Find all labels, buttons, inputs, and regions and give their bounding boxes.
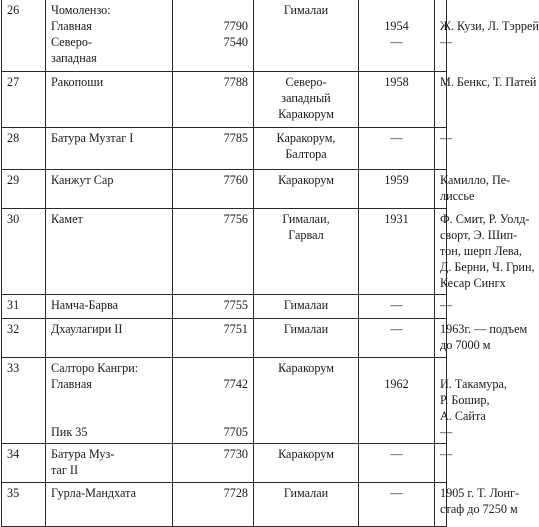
peak-name: Дхаулагири II bbox=[46, 318, 173, 357]
first-ascent-year: — bbox=[359, 318, 435, 357]
peaks-table-body bbox=[2, 0, 539, 526]
peak-region: Каракорум bbox=[254, 169, 359, 208]
peak-region: Гималаи bbox=[254, 318, 359, 357]
table-row bbox=[2, 127, 447, 169]
climbers: — bbox=[435, 443, 447, 482]
peak-number: 35 bbox=[2, 482, 46, 526]
peak-height: 7728 bbox=[173, 482, 254, 526]
first-ascent-year: — bbox=[359, 294, 435, 318]
table-row bbox=[2, 357, 447, 443]
peak-region: Гималаи bbox=[254, 0, 359, 71]
climbers: И. Такамура, Р. Бошир, А. Сайта — bbox=[435, 357, 447, 443]
peak-height: 7742 7705 bbox=[173, 357, 254, 443]
climbers: Камилло, Пе- лиссье bbox=[435, 169, 447, 208]
peak-number: 32 bbox=[2, 318, 46, 357]
climbers: М. Бенкс, Т. Патей bbox=[435, 71, 447, 127]
peak-height: 7790 7540 bbox=[173, 0, 254, 71]
peak-height: 7788 bbox=[173, 71, 254, 127]
peak-region: Каракорум, Балтора bbox=[254, 127, 359, 169]
peak-name: Батура Музтаг I bbox=[46, 127, 173, 169]
peak-region: Каракорум bbox=[254, 443, 359, 482]
peak-number: 33 bbox=[2, 357, 46, 443]
table-row bbox=[2, 0, 447, 71]
climbers: 1963г. — подъем до 7000 м bbox=[435, 318, 447, 357]
peak-region: Гималаи bbox=[254, 294, 359, 318]
table-row bbox=[2, 208, 447, 294]
peak-number: 28 bbox=[2, 127, 46, 169]
table-row bbox=[2, 443, 447, 482]
first-ascent-year: 1959 bbox=[359, 169, 435, 208]
peak-region: Гималаи, Гарвал bbox=[254, 208, 359, 294]
climbers: — bbox=[435, 294, 447, 318]
peak-number: 26 bbox=[2, 0, 46, 71]
peak-height: 7730 bbox=[173, 443, 254, 482]
peak-name: Камет bbox=[46, 208, 173, 294]
climbers: Ж. Кузи, Л. Тэррей — bbox=[435, 0, 447, 71]
first-ascent-year: — bbox=[359, 443, 435, 482]
table-row bbox=[2, 71, 447, 127]
table-row bbox=[2, 482, 447, 526]
peak-height: 7785 bbox=[173, 127, 254, 169]
peak-number: 31 bbox=[2, 294, 46, 318]
first-ascent-year: — bbox=[359, 127, 435, 169]
climbers: — bbox=[435, 127, 447, 169]
peak-name: Канжут Сар bbox=[46, 169, 173, 208]
peak-number: 34 bbox=[2, 443, 46, 482]
first-ascent-year: 1931 bbox=[359, 208, 435, 294]
table-row bbox=[2, 294, 447, 318]
first-ascent-year: — bbox=[359, 482, 435, 526]
peak-region: Каракорум bbox=[254, 357, 359, 443]
first-ascent-year: 1958 bbox=[359, 71, 435, 127]
peak-height: 7756 bbox=[173, 208, 254, 294]
peak-name: Намча-Барва bbox=[46, 294, 173, 318]
peak-region: Гималаи bbox=[254, 482, 359, 526]
table-row bbox=[2, 169, 447, 208]
peak-name: Чомолензо: Главная Северо- западная bbox=[46, 0, 173, 71]
table-row bbox=[2, 318, 447, 357]
peak-region: Северо- западный Каракорум bbox=[254, 71, 359, 127]
peak-name: Батура Муз- таг II bbox=[46, 443, 173, 482]
peak-height: 7755 bbox=[173, 294, 254, 318]
climbers: Ф. Смит, Р. Уолд- сворт, Э. Шип- тон, шерп Лева, Д. Берни, Ч. Грин, Кесар Сингх bbox=[435, 208, 447, 294]
peak-number: 30 bbox=[2, 208, 46, 294]
peak-name: Салторо Кангри: Главная Пик 35 bbox=[46, 357, 173, 443]
peak-name: Гурла-Мандхата bbox=[46, 482, 173, 526]
climbers: 1905 г. Т. Лонг- стаф до 7250 м bbox=[435, 482, 447, 526]
peaks-table bbox=[1, 0, 539, 527]
peak-height: 7760 bbox=[173, 169, 254, 208]
first-ascent-year: 1954 — bbox=[359, 0, 435, 71]
peak-name: Ракопоши bbox=[46, 71, 173, 127]
peak-height: 7751 bbox=[173, 318, 254, 357]
peak-number: 29 bbox=[2, 169, 46, 208]
first-ascent-year: 1962 bbox=[359, 357, 435, 443]
peak-number: 27 bbox=[2, 71, 46, 127]
